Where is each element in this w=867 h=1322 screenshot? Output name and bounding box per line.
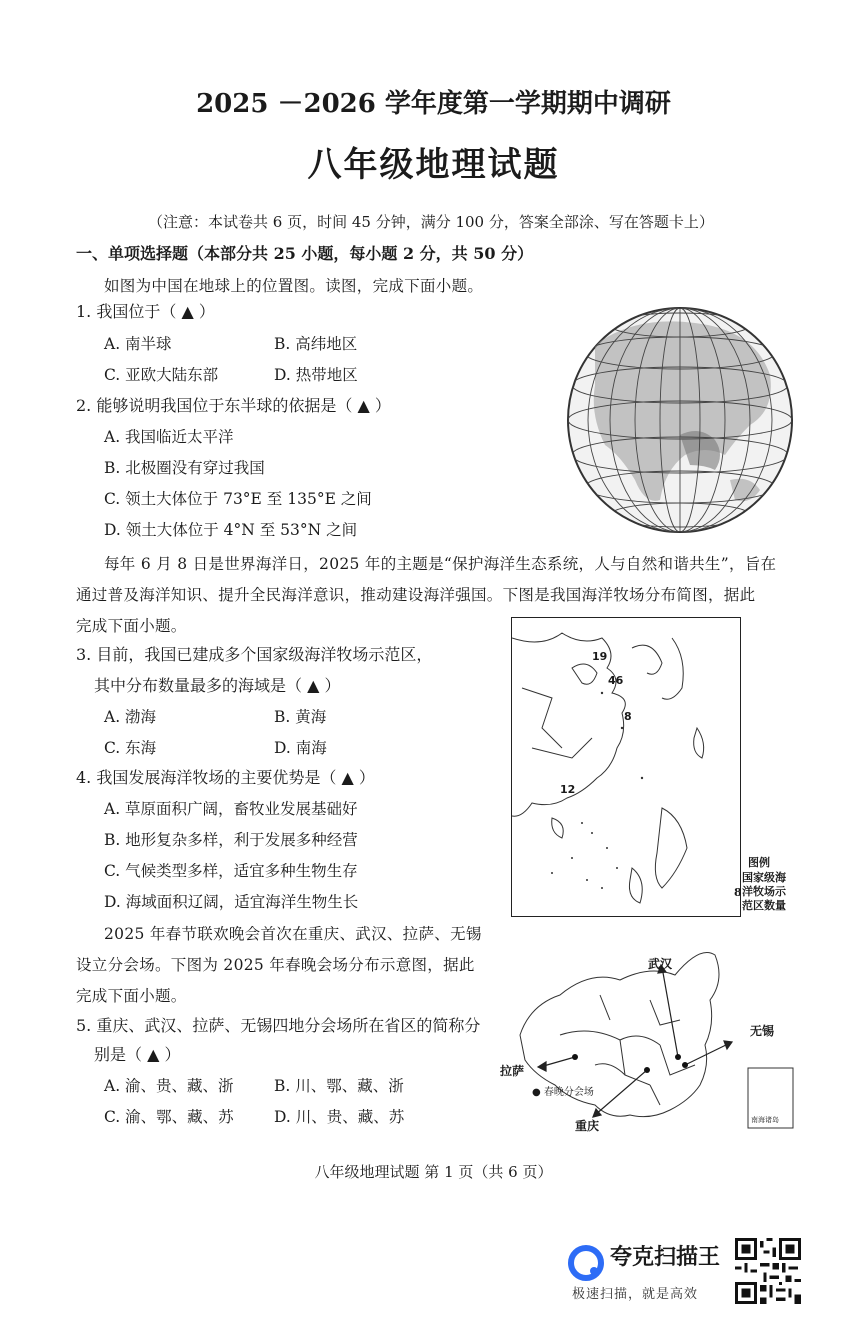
- gala-label-wuxi: 无锡: [750, 1024, 775, 1038]
- exam-subject-title: 八年级地理试题: [307, 145, 560, 185]
- page-footer: 八年级地理试题 第 1 页（共 6 页）: [314, 1163, 553, 1181]
- scanner-logo-icon: [568, 1245, 604, 1281]
- question-1-stem: 1. 我国位于（ ▲ ）: [76, 302, 215, 321]
- question-5-option-a: A. 渝、贵、藏、浙: [104, 1077, 234, 1095]
- scanner-slogan: 极速扫描，就是高效: [572, 1287, 699, 1302]
- question-4-option-b: B. 地形复杂多样，利于发展多种经营: [104, 831, 358, 849]
- intro-ocean-day-line1: 每年 6 月 8 日是世界海洋日，2025 年的主题是“保护海洋生态系统，人与自然和谐共生”，旨在: [104, 555, 777, 573]
- intro-gala-line3: 完成下面小题。: [76, 987, 187, 1005]
- question-1-option-c: C. 亚欧大陆东部: [104, 366, 219, 384]
- question-3-stem-line1: 3. 目前，我国已建成多个国家级海洋牧场示范区，: [76, 645, 433, 664]
- question-2-option-c: C. 领土大体位于 73°E 至 135°E 之间: [104, 490, 372, 508]
- ocean-ranch-legend-title: 图例: [748, 856, 770, 869]
- question-5-stem-line1: 5. 重庆、武汉、拉萨、无锡四地分会场所在省区的简称分: [76, 1016, 481, 1035]
- question-1-option-a: A. 南半球: [104, 335, 172, 353]
- scanner-brand: 夸克扫描王: [610, 1245, 721, 1270]
- question-5-option-c: C. 渝、鄂、藏、苏: [104, 1108, 234, 1126]
- question-3-option-a: A. 渤海: [104, 708, 157, 726]
- ocean-ranch-legend-line2: 洋牧场示: [742, 885, 786, 898]
- question-5-option-b: B. 川、鄂、藏、浙: [274, 1077, 404, 1095]
- ocean-ranch-legend-mark: 8: [734, 886, 742, 899]
- gala-label-wuhan: 武汉: [648, 957, 673, 971]
- question-5-option-d: D. 川、贵、藏、苏: [274, 1108, 405, 1126]
- question-4-option-c: C. 气候类型多样，适宜多种生物生存: [104, 862, 358, 880]
- gala-venue-map: [500, 925, 800, 1160]
- intro-globe: 如图为中国在地球上的位置图。读图，完成下面小题。: [104, 277, 484, 295]
- question-3-stem-line2: 其中分布数量最多的海域是（ ▲ ）: [94, 676, 341, 695]
- intro-ocean-day-line2: 通过普及海洋知识、提升全民海洋意识，推动建设海洋强国。下图是我国海洋牧场分布简图，据此: [76, 586, 756, 604]
- question-5-stem-line2: 别是（ ▲ ）: [94, 1045, 181, 1064]
- gala-inset-label: 南海诸岛: [751, 1116, 779, 1124]
- question-2-option-a: A. 我国临近太平洋: [104, 428, 234, 446]
- exam-term-title: 2025 －2026 学年度第一学期期中调研: [196, 89, 671, 119]
- question-2-option-b: B. 北极圈没有穿过我国: [104, 459, 265, 477]
- ocean-ranch-legend-line1: 国家级海: [742, 871, 786, 884]
- ocean-ranch-map: [511, 617, 741, 917]
- ocean-ranch-legend-line3: 范区数量: [742, 899, 786, 912]
- question-1-option-b: B. 高纬地区: [274, 335, 358, 353]
- ocean-ranch-count-east-sea: 8: [624, 710, 632, 723]
- question-2-option-d: D. 领土大体位于 4°N 至 53°N 之间: [104, 521, 358, 539]
- ocean-ranch-map-drawing: [512, 618, 740, 916]
- gala-legend: ● 春晚分会场: [532, 1087, 594, 1098]
- qr-code-icon: [735, 1238, 801, 1304]
- intro-ocean-day-line3: 完成下面小题。: [76, 617, 187, 635]
- gala-label-lhasa: 拉萨: [500, 1064, 525, 1078]
- question-4-option-d: D. 海域面积辽阔，适宜海洋生物生长: [104, 893, 359, 911]
- intro-gala-line1: 2025 年春节联欢晚会首次在重庆、武汉、拉萨、无锡: [104, 925, 482, 943]
- intro-gala-line2: 设立分会场。下图为 2025 年春晚会场分布示意图，据此: [76, 956, 475, 974]
- question-4-option-a: A. 草原面积广阔，畜牧业发展基础好: [104, 800, 358, 818]
- question-3-option-d: D. 南海: [274, 739, 327, 757]
- ocean-ranch-count-bohai: 19: [592, 650, 608, 663]
- globe-figure: [565, 305, 795, 535]
- question-2-stem: 2. 能够说明我国位于东半球的依据是（ ▲ ）: [76, 396, 391, 415]
- question-1-option-d: D. 热带地区: [274, 366, 358, 384]
- question-3-option-b: B. 黄海: [274, 708, 327, 726]
- ocean-ranch-count-yellow-sea: 46: [608, 674, 624, 687]
- question-4-stem: 4. 我国发展海洋牧场的主要优势是（ ▲ ）: [76, 768, 375, 787]
- question-3-option-c: C. 东海: [104, 739, 157, 757]
- section-heading: 一、单项选择题（本部分共 25 小题，每小题 2 分，共 50 分）: [76, 244, 534, 263]
- gala-label-chongqing: 重庆: [575, 1119, 600, 1133]
- ocean-ranch-count-south-sea: 12: [560, 783, 576, 796]
- exam-note: （注意：本试卷共 6 页，时间 45 分钟，满分 100 分，答案全部涂、写在答题卡上）: [148, 213, 714, 231]
